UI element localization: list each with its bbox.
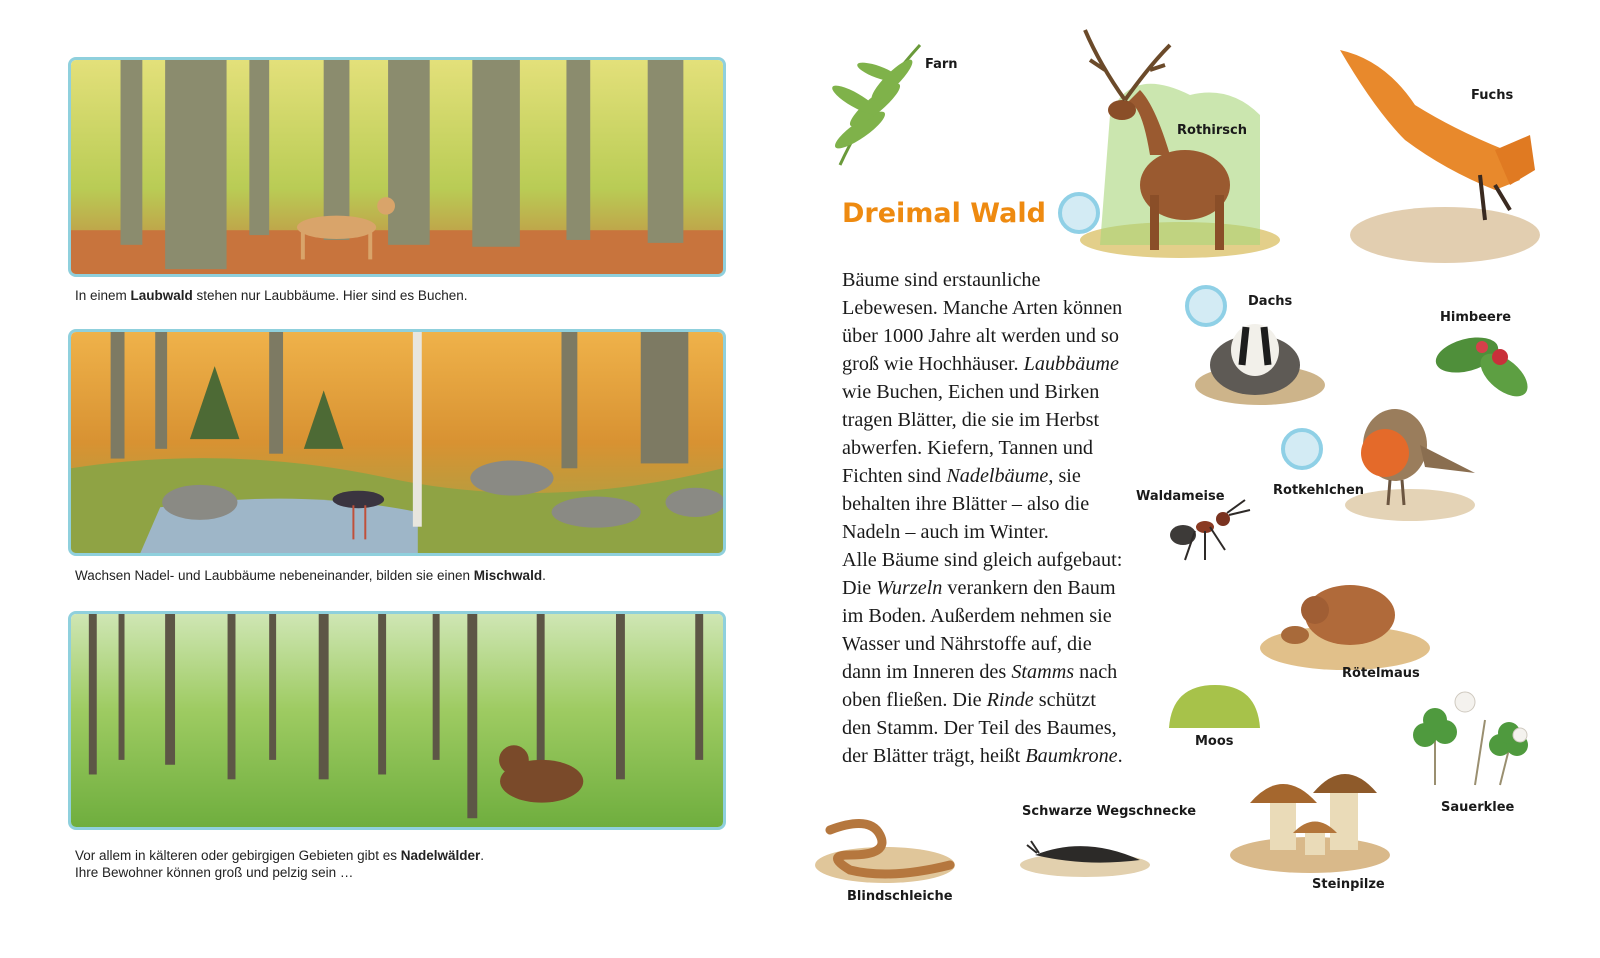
label-sauerklee: Sauerklee (1441, 800, 1515, 815)
label-farn: Farn (925, 57, 958, 72)
steinpilze-illustration (1225, 745, 1395, 875)
label-steinpilze: Steinpilze (1312, 877, 1385, 892)
moos-illustration (1167, 680, 1262, 730)
nadelwald-illustration (68, 611, 726, 830)
waldameise-illustration (1165, 495, 1255, 565)
hotspot-circle-2[interactable] (1185, 285, 1227, 327)
himbeere-illustration (1432, 325, 1537, 405)
roetelmaus-illustration (1255, 570, 1435, 670)
caption-mischwald: Wachsen Nadel- und Laubbäume nebeneinander, bilden sie einen Mischwald. (75, 568, 546, 583)
label-dachs: Dachs (1248, 294, 1293, 309)
label-rotkehlchen: Rotkehlchen (1273, 483, 1365, 498)
mischwald-illustration (68, 329, 726, 556)
blindschleiche-illustration (810, 810, 960, 885)
label-waldameise: Waldameise (1136, 489, 1225, 504)
label-fuchs: Fuchs (1471, 88, 1514, 103)
label-roetelmaus: Rötelmaus (1342, 666, 1420, 681)
page-title: Dreimal Wald (842, 198, 1046, 229)
caption-laubwald: In einem Laubwald stehen nur Laubbäume. Hier sind es Buchen. (75, 288, 468, 303)
body-text: Bäume sind erstaunliche Lebewesen. Manche Arten können über 1000 Jahre alt werden und so groß wie Hochhäuser. Laubbäume wie Buchen, Eichen und Birken tragen Blätter, die sie im Herbst abwerfen. Kiefern, Tannen und Fichten sind Nadelbäume, sie behalten ihre Blätter – also die Nadeln – auch im Winter. Alle Bäume sind gleich aufgebaut: Die Wurzeln verankern den Baum im Boden. Außerdem nehmen sie Wasser und Nährstoffe auf, die dann im Inneren des Stamms nach oben fließen. Die Rinde schützt den Stamm. Der Teil des Baumes, der Blätter trägt, heißt Baumkrone. (842, 269, 1123, 767)
laubwald-illustration (68, 57, 726, 277)
label-himbeere: Himbeere (1440, 310, 1512, 325)
hotspot-circle-1[interactable] (1058, 192, 1100, 234)
label-moos: Moos (1195, 734, 1234, 749)
caption-nadelwald: Vor allem in kälteren oder gebirgigen Gebieten gibt es Nadelwälder. Ihre Bewohner können groß und pelzig sein … (75, 848, 484, 880)
fuchs-illustration (1335, 40, 1540, 265)
label-rothirsch: Rothirsch (1177, 123, 1247, 138)
hotspot-circle-3[interactable] (1281, 428, 1323, 470)
sauerklee-illustration (1405, 690, 1530, 790)
farn-illustration (800, 30, 940, 170)
rotkehlchen-illustration (1330, 395, 1480, 525)
wegschnecke-illustration (1015, 825, 1155, 880)
label-schwarze-wegschnecke: Schwarze Wegschnecke (1022, 804, 1197, 819)
label-blindschleiche: Blindschleiche (847, 889, 953, 904)
